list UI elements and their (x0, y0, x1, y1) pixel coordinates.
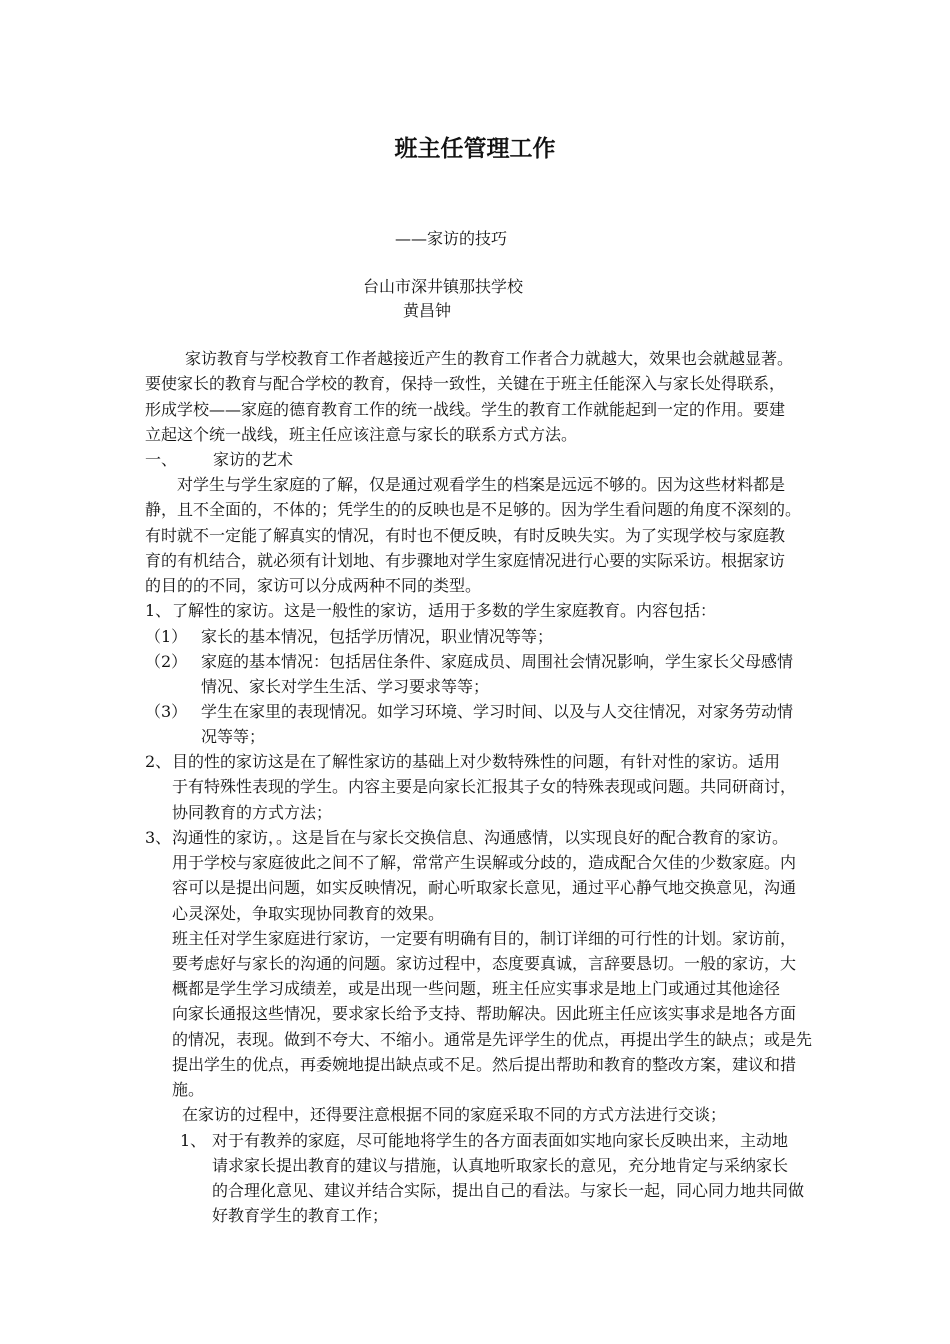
sub-list-number: （1） (145, 627, 188, 646)
school-name: 台山市深井镇那扶学校 (363, 277, 524, 296)
list-item: 目的性的家访这是在了解性家访的基础上对少数特殊性的问题，有针对性的家访。适用 (172, 752, 781, 771)
intro-line: 家访教育与学校教育工作者越接近产生的教育工作者合力就越大，效果也会就越显著。 (185, 349, 794, 368)
body-line: 向家长通报这些情况，要求家长给予支持、帮助解决。因此班主任应该实事求是地各方面 (172, 1004, 797, 1023)
sub-list-item: 家庭的基本情况：包括居住条件、家庭成员、周围社会情况影响，学生家长父母感情 (201, 652, 794, 671)
body-line: 的目的的不同，家访可以分成两种不同的类型。 (145, 576, 482, 595)
list-number: 2、 (145, 752, 172, 771)
sub-list-item: 情况、家长对学生生活、学习要求等等； (201, 677, 490, 696)
list-item: 请求家长提出教育的建议与措施，认真地听取家长的意见，充分地肯定与采纳家长 (212, 1156, 789, 1175)
list-item: 容可以是提出问题，如实反映情况，耐心听取家长意见，通过平心静气地交换意见，沟通 (172, 878, 797, 897)
list-item: 心灵深处，争取实现协同教育的效果。 (172, 904, 445, 923)
list-item: 协同教育的方式方法； (172, 803, 333, 822)
list-item: 的合理化意见、建议并结合实际，提出自己的看法。与家长一起，同心同力地共同做 (212, 1181, 805, 1200)
document-subtitle: ——家访的技巧 (395, 229, 508, 248)
intro-line: 要使家长的教育与配合学校的教育，保持一致性，关键在于班主任能深入与家长处得联系， (145, 374, 786, 393)
author-name: 黄昌钟 (403, 301, 452, 320)
body-line: 提出学生的优点，再委婉地提出缺点或不足。然后提出帮助和教育的整改方案，建议和措 (172, 1055, 797, 1074)
list-item: 了解性的家访。这是一般性的家访，适用于多数的学生家庭教育。内容包括： (172, 601, 717, 620)
sub-list-item: 家长的基本情况，包括学历情况，职业情况等等； (201, 627, 554, 646)
list-item: 用于学校与家庭彼此之间不了解，常常产生误解或分歧的，造成配合欠佳的少数家庭。内 (172, 853, 797, 872)
body-line: 静，且不全面的，不体的；凭学生的的反映也是不足够的。因为学生看问题的角度不深刻的。 (145, 500, 802, 519)
body-line: 班主任对学生家庭进行家访，一定要有明确有目的，制订详细的可行性的计划。家访前， (172, 929, 797, 948)
body-line: 育的有机结合，就必须有计划地、有步骤地对学生家庭情况进行心要的实际采访。根据家访 (145, 551, 786, 570)
list-item: 于有特殊性表现的学生。内容主要是向家长汇报其子女的特殊表现或问题。共同研商讨， (172, 777, 797, 796)
body-line: 在家访的过程中，还得要注意根据不同的家庭采取不同的方式方法进行交谈； (182, 1105, 727, 1124)
body-line: 概都是学生学习成绩差，或是出现一些问题，班主任应实事求是地上门或通过其他途径 (172, 979, 781, 998)
section-heading: 家访的艺术 (213, 450, 294, 469)
list-number: 3、 (145, 828, 172, 847)
sub-list-item: 学生在家里的表现情况。如学习环境、学习时间、以及与人交往情况，对家务劳动情 (201, 702, 794, 721)
list-number: 1、 (180, 1131, 207, 1150)
body-line: 施。 (172, 1080, 205, 1099)
document-title: 班主任管理工作 (394, 135, 556, 162)
body-line: 要考虑好与家长的沟通的问题。家访过程中，态度要真诚，言辞要恳切。一般的家访，大 (172, 954, 797, 973)
body-line: 对学生与学生家庭的了解，仅是通过观看学生的档案是远远不够的。因为这些材料都是 (177, 475, 786, 494)
intro-line: 立起这个统一战线，班主任应该注意与家长的联系方式方法。 (145, 425, 578, 444)
list-item: 好教育学生的教育工作； (212, 1206, 389, 1225)
body-line: 有时就不一定能了解真实的情况，有时也不便反映，有时反映失实。为了实现学校与家庭教 (145, 526, 786, 545)
sub-list-number: （2） (145, 652, 188, 671)
sub-list-item: 况等等； (201, 727, 266, 746)
list-item: 沟通性的家访，。这是旨在与家长交换信息、沟通感情，以实现良好的配合教育的家访。 (172, 828, 789, 847)
body-line: 的情况，表现。做到不夸大、不缩小。通常是先评学生的优点，再提出学生的缺点；或是先 (172, 1030, 813, 1049)
sub-list-number: （3） (145, 702, 188, 721)
list-item: 对于有教养的家庭，尽可能地将学生的各方面表面如实地向家长反映出来，主动地 (212, 1131, 789, 1150)
list-number: 1、 (145, 601, 172, 620)
intro-line: 形成学校——家庭的德育教育工作的统一战线。学生的教育工作就能起到一定的作用。要建 (145, 400, 786, 419)
section-number: 一、 (145, 450, 178, 469)
